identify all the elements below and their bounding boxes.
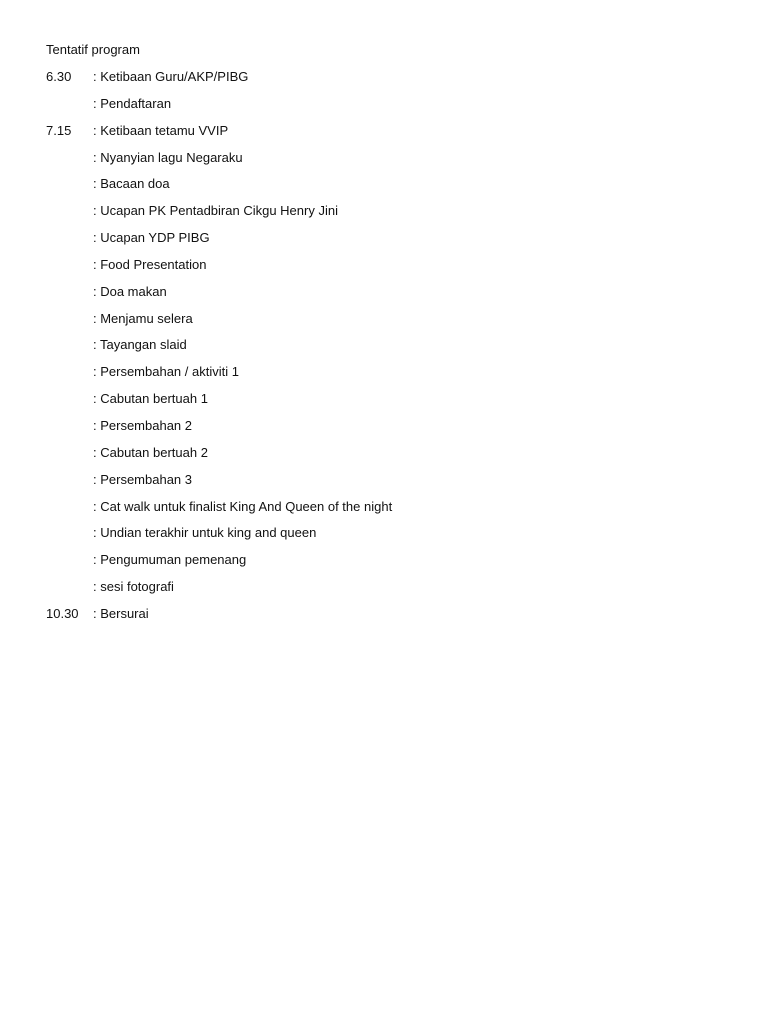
document-title: Tentatif program	[46, 42, 140, 57]
schedule-activity: : Pendaftaran	[93, 95, 172, 111]
schedule-row	[46, 525, 726, 552]
schedule-activity: : Cabutan bertuah 1	[93, 391, 208, 407]
schedule-row	[46, 552, 726, 579]
schedule-activity: : Pengumuman pemenang	[93, 552, 247, 568]
schedule-row	[46, 230, 726, 257]
schedule-row	[46, 311, 726, 338]
schedule-activity: : Persembahan 2	[93, 417, 193, 433]
schedule-row	[46, 337, 726, 364]
schedule-activity: : Bersurai	[93, 605, 149, 621]
schedule-row	[46, 364, 726, 391]
schedule-activity: : Bacaan doa	[93, 176, 170, 192]
schedule-activity: : Ketibaan tetamu VVIP	[93, 122, 229, 138]
schedule-row	[46, 445, 726, 472]
schedule-activity: : sesi fotografi	[93, 579, 174, 595]
schedule-row	[46, 579, 726, 606]
schedule-row	[46, 123, 726, 150]
schedule-activity: : Persembahan / aktiviti 1	[93, 364, 239, 380]
schedule-activity: : Cat walk untuk finalist King And Queen of the night	[93, 498, 393, 514]
schedule-time: 6.30	[46, 69, 72, 84]
schedule-row	[46, 203, 726, 230]
schedule-time: 7.15	[46, 122, 72, 138]
schedule-row	[46, 96, 726, 123]
schedule-activity: : Tayangan slaid	[93, 337, 187, 353]
schedule-row	[46, 606, 726, 633]
schedule-activity: : Menjamu selera	[93, 310, 193, 326]
schedule-activity: : Ucapan YDP PIBG	[93, 230, 210, 246]
schedule-activity: : Persembahan 3	[93, 471, 193, 487]
schedule-row	[46, 69, 726, 96]
schedule-row	[46, 418, 726, 445]
schedule-activity: : Ketibaan Guru/AKP/PIBG	[93, 69, 249, 84]
schedule-activity: : Cabutan bertuah 2	[93, 444, 208, 460]
schedule-activity: : Food Presentation	[93, 256, 207, 272]
schedule-list	[46, 69, 726, 633]
schedule-row	[46, 284, 726, 311]
schedule-row	[46, 391, 726, 418]
schedule-row	[46, 472, 726, 499]
schedule-row	[46, 499, 726, 526]
schedule-row	[46, 176, 726, 203]
schedule-activity: : Ucapan PK Pentadbiran Cikgu Henry Jini	[93, 203, 338, 219]
schedule-activity: : Doa makan	[93, 283, 167, 299]
schedule-activity: : Undian terakhir untuk king and queen	[93, 525, 317, 541]
schedule-time: 10.30	[46, 605, 79, 621]
schedule-row	[46, 150, 726, 177]
schedule-row	[46, 257, 726, 284]
schedule-activity: : Nyanyian lagu Negaraku	[93, 149, 243, 165]
